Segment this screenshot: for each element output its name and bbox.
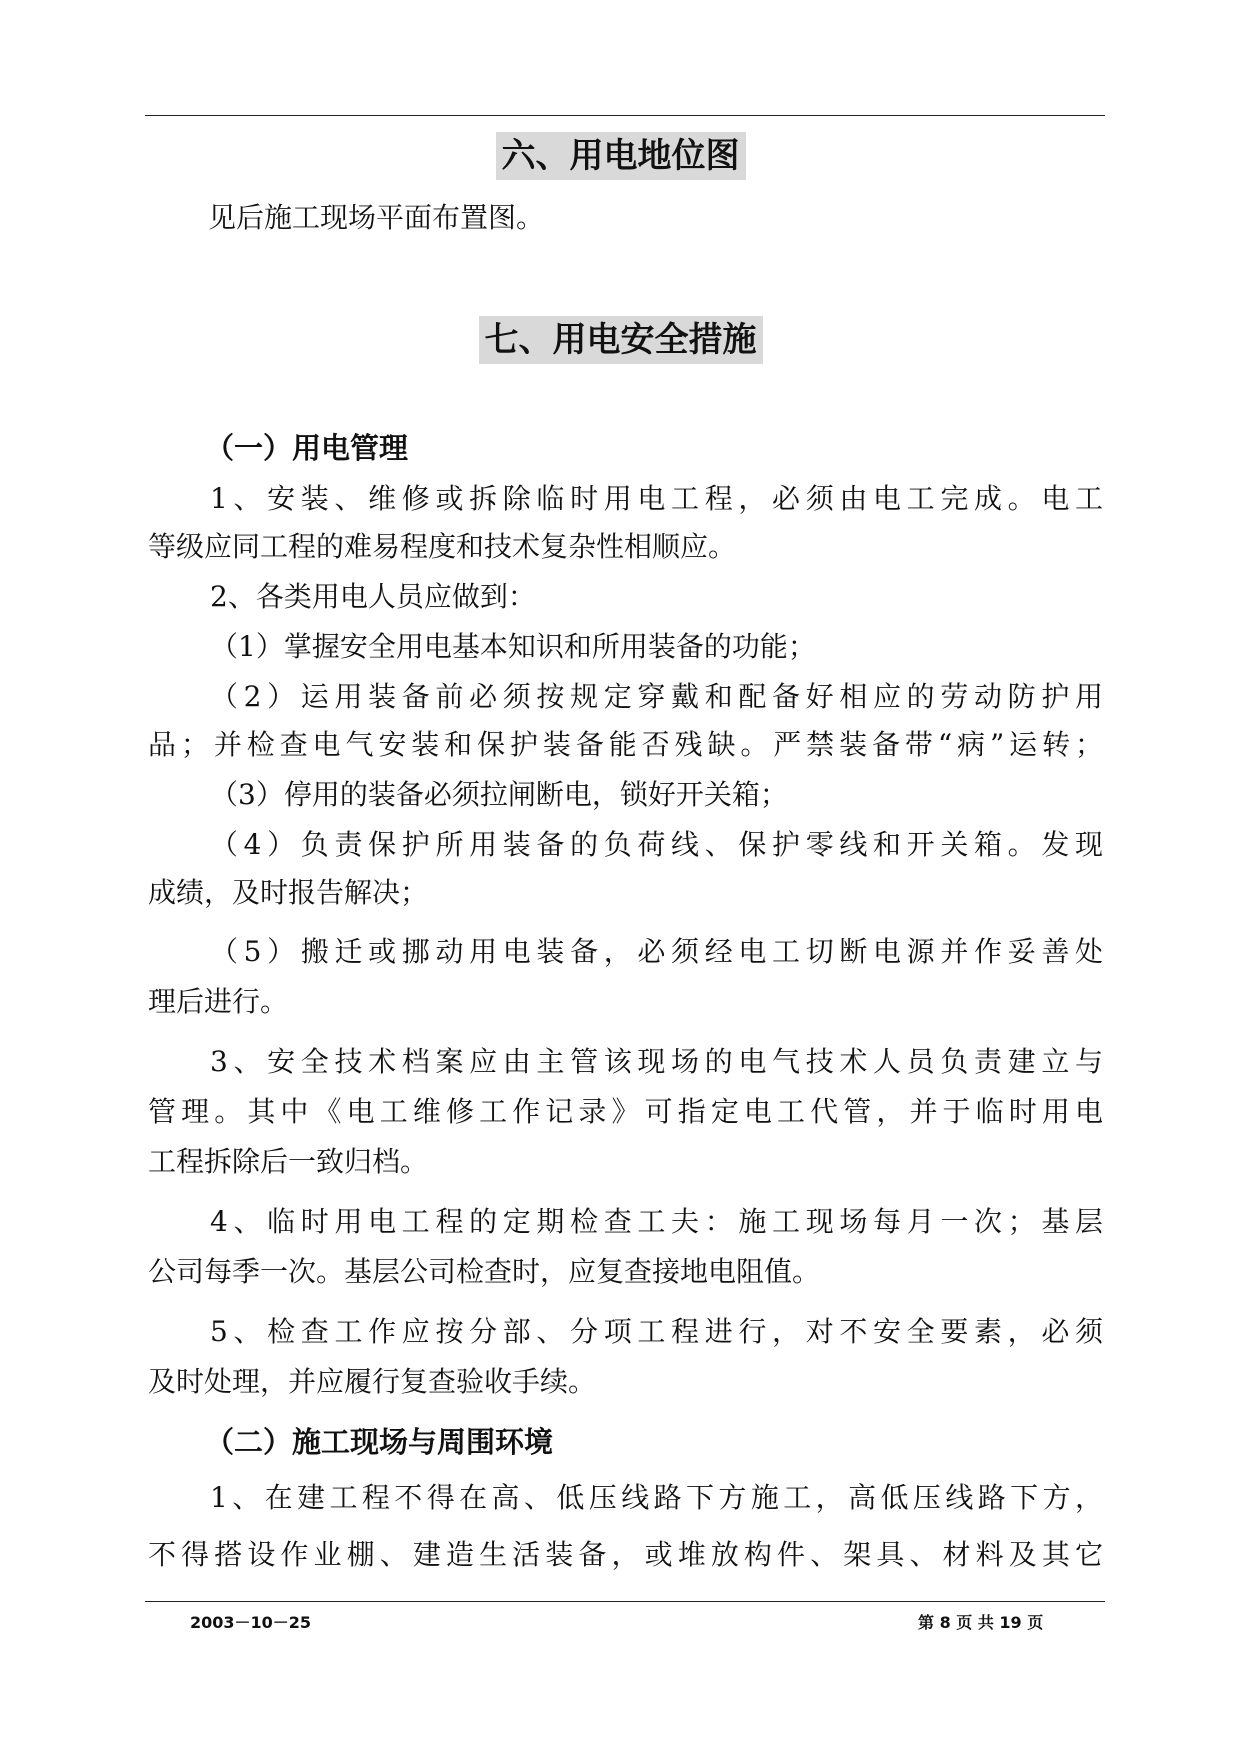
subsection-2-title: （二）施工现场与周围环境 — [205, 1425, 554, 1459]
header-rule — [145, 115, 1105, 116]
paragraph-line: 理后进行。 — [148, 985, 289, 1018]
paragraph-line: （4）负责保护所用装备的负荷线、保护零线和开关箱。发现 — [210, 828, 1103, 861]
paragraph-line: （1）掌握安全用电基本知识和所用装备的功能； — [210, 630, 816, 663]
footer-rule — [145, 1601, 1105, 1602]
section-six-title: 六、用电地位图 — [0, 128, 1241, 177]
paragraph-line: 工程拆除后一致归档。 — [148, 1145, 429, 1178]
paragraph-line: 不得搭设作业棚、建造生活装备，或堆放构件、架具、材料及其它 — [148, 1538, 1103, 1571]
footer-date: 2003－10－25 — [190, 1613, 312, 1632]
subsection-1-title: （一）用电管理 — [205, 431, 409, 465]
paragraph-line: 等级应同工程的难易程度和技术复杂性相顺应。 — [148, 530, 737, 563]
paragraph-line: （2）运用装备前必须按规定穿戴和配备好相应的劳动防护用 — [210, 680, 1103, 713]
paragraph-line: 公司每季一次。基层公司检查时，应复查接地电阻值。 — [148, 1255, 821, 1288]
paragraph-line: 3、安全技术档案应由主管该现场的电气技术人员负责建立与 — [210, 1045, 1103, 1078]
paragraph-line: 2、各类用电人员应做到： — [210, 580, 536, 613]
footer-page-number: 第 8 页 共 19 页 — [918, 1613, 1044, 1632]
paragraph-line: 4、临时用电工程的定期检查工夫：施工现场每月一次；基层 — [210, 1205, 1103, 1238]
paragraph-line: （3）停用的装备必须拉闸断电，锁好开关箱； — [210, 778, 788, 811]
paragraph-line: 品；并检查电气安装和保护装备能否残缺。严禁装备带“病”运转； — [148, 728, 1103, 761]
paragraph-line: 5、检查工作应按分部、分项工程进行，对不安全要素，必须 — [210, 1315, 1103, 1348]
paragraph-line: 管理。其中《电工维修工作记录》可指定电工代管，并于临时用电 — [148, 1095, 1103, 1128]
paragraph-line: 1、安装、维修或拆除临时用电工程，必须由电工完成。电工 — [210, 482, 1103, 515]
section-six-text: 见后施工现场平面布置图。 — [208, 201, 545, 234]
paragraph-line: （5）搬迁或挪动用电装备，必须经电工切断电源并作妥善处 — [210, 935, 1103, 968]
paragraph-line: 及时处理，并应履行复查验收手续。 — [148, 1365, 597, 1398]
paragraph-line: 成绩，及时报告解决； — [148, 876, 429, 909]
section-seven-title: 七、用电安全措施 — [0, 312, 1241, 361]
paragraph-line: 1、在建工程不得在高、低压线路下方施工，高低压线路下方， — [210, 1481, 1103, 1514]
